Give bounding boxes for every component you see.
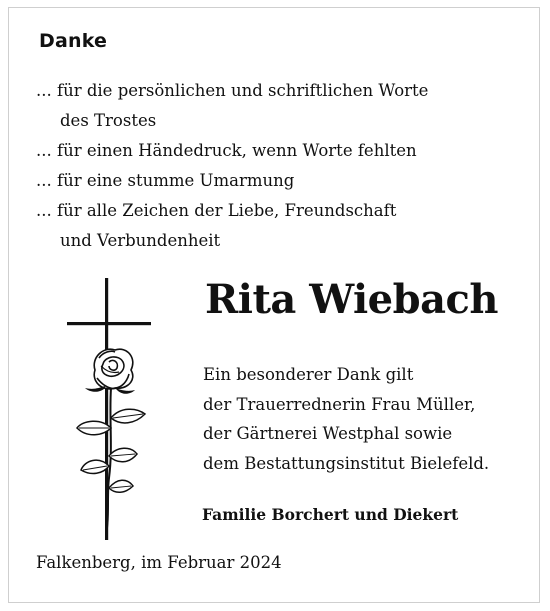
- notice-heading: Danke: [39, 30, 108, 52]
- cross-with-rose-icon: [65, 278, 155, 540]
- special-thanks-line: Ein besonderer Dank gilt: [203, 365, 414, 384]
- special-thanks-line: der Trauerrednerin Frau Müller,: [203, 394, 476, 414]
- thanks-line: und Verbundenheit: [60, 231, 221, 250]
- special-thanks: [203, 360, 489, 478]
- thanks-line: ... für eine stumme Umarmung: [36, 171, 295, 190]
- thanks-lines: [36, 76, 428, 256]
- thanks-line: ... für einen Händedruck, wenn Worte fehlten: [36, 141, 417, 160]
- special-thanks-line: der Gärtnerei Westphal sowie: [203, 424, 453, 443]
- obituary-notice: [8, 7, 540, 603]
- special-thanks-line: dem Bestattungsinstitut Bielefeld.: [203, 453, 490, 473]
- place-date: Falkenberg, im Februar 2024: [36, 553, 282, 572]
- thanks-line: ... für die persönlichen und schriftlichen Worte: [36, 81, 429, 100]
- family-signature: Familie Borchert und Diekert: [202, 505, 459, 524]
- thanks-line: ... für alle Zeichen der Liebe, Freundschaft: [36, 201, 397, 220]
- deceased-name: Rita Wiebach: [205, 276, 498, 323]
- thanks-line: des Trostes: [60, 111, 157, 130]
